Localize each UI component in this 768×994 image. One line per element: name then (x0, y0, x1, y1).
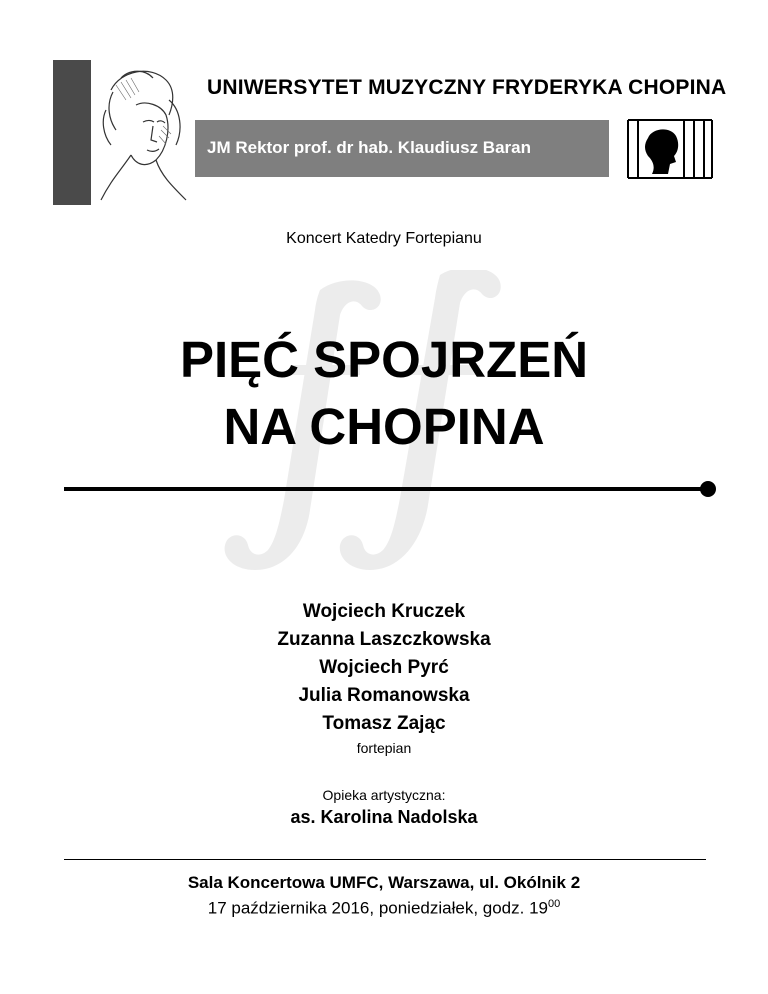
performer-name: Julia Romanowska (298, 685, 470, 706)
artistic-care-name: as. Karolina Nadolska (290, 807, 478, 827)
title-line-1: PIĘĆ SPOJRZEŃ (179, 331, 589, 388)
concert-datetime (0, 898, 768, 919)
concert-subtitle: Koncert Katedry Fortepianu (286, 230, 482, 247)
datetime-minutes: 00 (548, 898, 561, 910)
divider-dot (700, 481, 716, 497)
performer-list (0, 598, 768, 738)
performer-name: Wojciech Kruczek (302, 601, 466, 622)
chopin-portrait (91, 60, 195, 205)
instrument-label: fortepian (356, 740, 412, 756)
footer-divider (64, 859, 706, 860)
header-dark-bar (53, 60, 91, 205)
title-divider (64, 487, 706, 491)
university-name: UNIWERSYTET MUZYCZNY FRYDERYKA CHOPINA (207, 76, 727, 99)
venue-address: Sala Koncertowa UMFC, Warszawa, ul. Okólnik 2 (187, 873, 581, 892)
main-title (0, 326, 768, 460)
artistic-care-label: Opieka artystyczna: (322, 787, 446, 803)
title-line-2: NA CHOPINA (223, 398, 545, 455)
rector-name: JM Rektor prof. dr hab. Klaudiusz Baran (207, 138, 531, 157)
datetime-text: 17 października 2016, poniedziałek, godz. 19 (207, 898, 548, 918)
performer-name: Tomasz Zając (322, 713, 446, 734)
performer-name: Zuzanna Laszczkowska (277, 629, 491, 650)
umfc-logo (622, 116, 718, 182)
performer-name: Wojciech Pyrć (319, 657, 449, 678)
